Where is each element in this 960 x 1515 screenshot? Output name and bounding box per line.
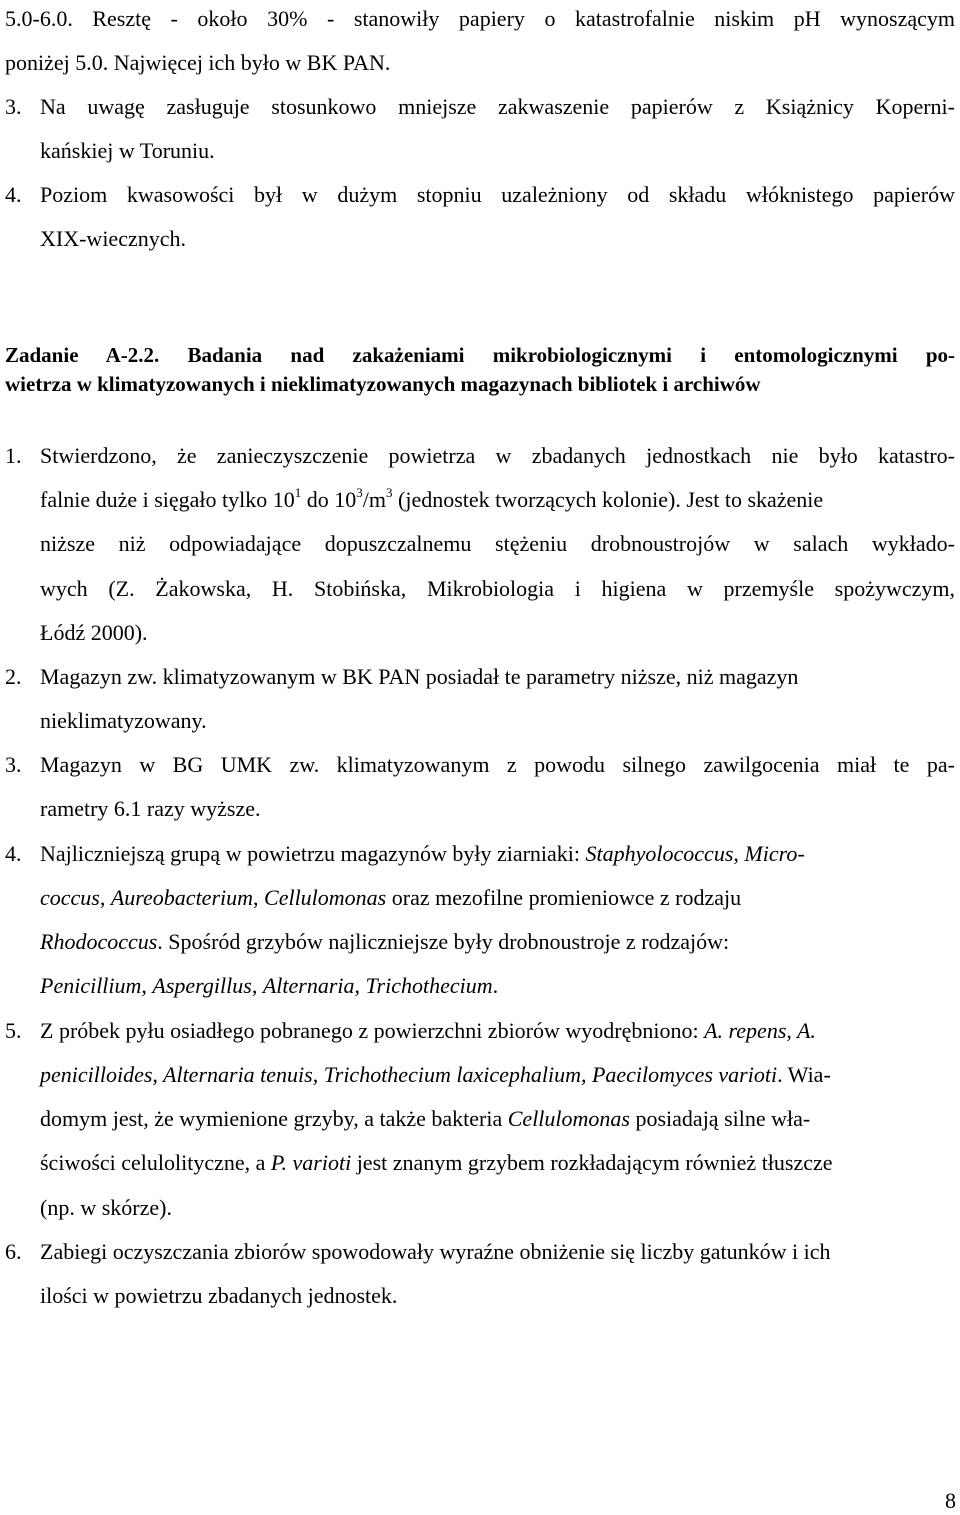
task-heading-line2: wietrza w klimatyzowanych i nieklimatyzowanych magazynach bibliotek i archiwów (5, 372, 761, 396)
finding-4-line4: Penicillium, Aspergillus, Alternaria, Trichothecium. (40, 973, 499, 998)
finding-6-line1: Zabiegi oczyszczania zbiorów spowodowały wyraźne obniżenie się liczby gatunków i ich (40, 1239, 831, 1264)
finding-5-line2: penicilloides, Alternaria tenuis, Trichothecium laxicephalium, Paecilomyces varioti. Wia- (40, 1062, 831, 1087)
finding-1-line1: Stwierdzono, że zanieczyszczenie powietrza w zbadanych jednostkach nie było katastro- (40, 443, 955, 468)
item-3-line2: kańskiej w Toruniu. (40, 138, 215, 163)
finding-1-line5: Łódź 2000). (40, 620, 148, 645)
finding-1-line2: falnie duże i sięgało tylko $10^1$ do $10^3/m^3$ (jednostek tworzących kolonie). Jest to skażenie (40, 485, 824, 512)
item-3-line1: Na uwagę zasługuje stosunkowo mniejsze zakwaszenie papierów z Książnicy Koperni- (40, 94, 955, 119)
finding-4-line3: Rhodococcus. Spośród grzybów najliczniejsze były drobnoustroje z rodzajów: (40, 929, 730, 954)
finding-5-line3: domym jest, że wymienione grzyby, a także bakteria Cellulomonas posiadają silne wła- (40, 1106, 811, 1131)
item-4-line1: Poziom kwasowości był w dużym stopniu uzależniony od składu włóknistego papierów (40, 182, 955, 207)
finding-2-line2: nieklimatyzowany. (40, 708, 207, 733)
finding-1-line4: wych (Z. Żakowska, H. Stobińska, Mikrobiologia i higiena w przemyśle spożywczym, (40, 576, 955, 601)
item-2-continuation: 5.0-6.0. Resztę - około 30% - stanowiły papiery o katastrofalnie niskim pH wynoszącym (5, 6, 955, 31)
list-number: 5. (5, 1018, 22, 1043)
task-heading-line1: Zadanie A-2.2. Badania nad zakażeniami mikrobiologicznymi i entomologicznymi po- (5, 343, 955, 367)
list-number: 2. (5, 664, 22, 689)
finding-3-line1: Magazyn w BG UMK zw. klimatyzowanym z powodu silnego zawilgocenia miał te pa- (40, 752, 955, 777)
finding-2-line1: Magazyn zw. klimatyzowanym w BK PAN posiadał te parametry niższe, niż magazyn (40, 664, 799, 689)
finding-5-line5: (np. w skórze). (40, 1195, 172, 1220)
finding-1-line3: niższe niż odpowiadające dopuszczalnemu stężeniu drobnoustrojów w salach wykłado- (40, 531, 955, 556)
finding-6-line2: ilości w powietrzu zbadanych jednostek. (40, 1283, 398, 1308)
list-number: 1. (5, 443, 22, 468)
list-number: 3. (5, 94, 22, 119)
finding-5-line1: Z próbek pyłu osiadłego pobranego z powierzchni zbiorów wyodrębniono: A. repens, A. (40, 1018, 816, 1043)
item-4-line2: XIX-wiecznych. (40, 226, 186, 251)
finding-4-line1: Najliczniejszą grupą w powietrzu magazynów były ziarniaki: Staphyolococcus, Micro- (40, 841, 805, 866)
list-number: 3. (5, 752, 22, 777)
finding-4-line2: coccus, Aureobacterium, Cellulomonas oraz mezofilne promieniowce z rodzaju (40, 885, 742, 910)
list-number: 6. (5, 1239, 22, 1264)
item-2-continuation-line2: poniżej 5.0. Najwięcej ich było w BK PAN. (5, 50, 391, 75)
list-number: 4. (5, 841, 22, 866)
finding-5-line4: ściwości celulolityczne, a P. varioti jest znanym grzybem rozkładającym również tłuszcze (40, 1150, 833, 1175)
finding-3-line2: rametry 6.1 razy wyższe. (40, 796, 261, 821)
page-number: 8 (945, 1488, 956, 1513)
list-number: 4. (5, 182, 22, 207)
